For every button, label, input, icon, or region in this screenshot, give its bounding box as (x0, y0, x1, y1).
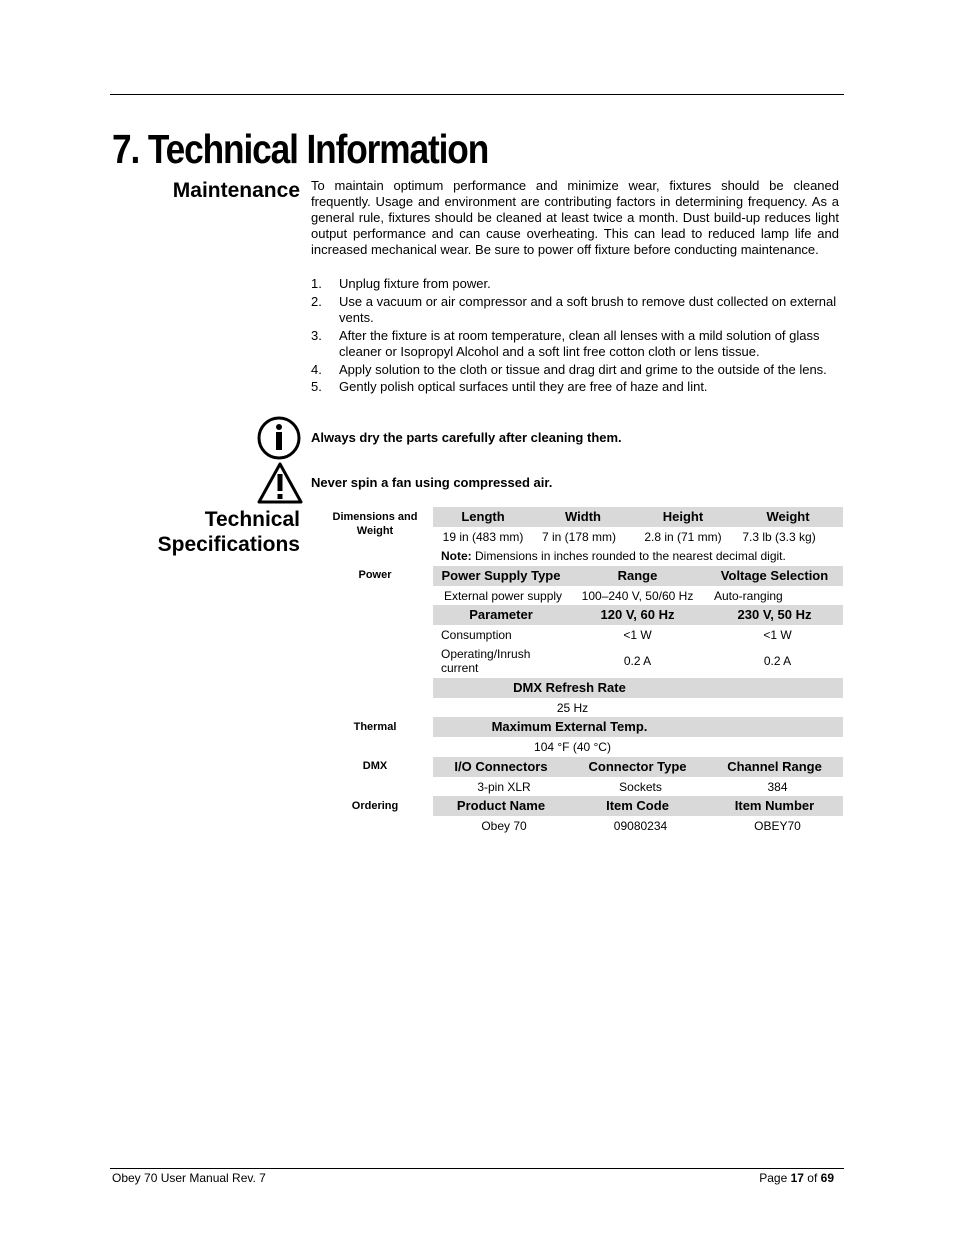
value-connector-type: Sockets (619, 780, 662, 794)
value-io-connectors: 3-pin XLR (477, 780, 531, 794)
footer-current-page: 17 (790, 1171, 804, 1185)
step-text: Use a vacuum or air compressor and a soft brush to remove dust collected on external vents. (339, 293, 837, 325)
step-text: Gently polish optical surfaces until they are free of haze and lint. (339, 379, 708, 394)
info-icon (256, 415, 302, 466)
row-consumption-230v: <1 W (763, 628, 792, 642)
footer-title: Obey 70 User Manual Rev. 7 (112, 1171, 266, 1185)
spec-label-ordering: Ordering (351, 800, 399, 812)
row-label-line: current (441, 661, 479, 675)
value-range: 100–240 V, 50/60 Hz (581, 589, 694, 603)
info-note: Always dry the parts carefully after cleaning them. (311, 430, 622, 445)
step-number: 1. (311, 276, 322, 291)
header-product-name: Product Name (456, 798, 546, 813)
step-number: 2. (311, 293, 322, 309)
bottom-rule (110, 1168, 844, 1169)
spec-label-power: Power (358, 569, 392, 581)
row-inrush-120v: 0.2 A (623, 654, 652, 668)
step-text: Unplug fixture from power. (339, 276, 491, 291)
spec-label-thermal: Thermal (353, 721, 397, 733)
value-max-external-temp: 104 °F (40 °C) (534, 740, 611, 754)
header-item-number: Item Number (734, 798, 815, 813)
footer-of: of (803, 1171, 821, 1185)
maintenance-intro: To maintain optimum performance and minimize wear, fixtures should be cleaned frequently. Usage and environment are contributing factors in determining frequency. As a general rule, fixtures should be cleaned at least twice a month. Dust build-up reduces light output performance and can cause overheating. This can lead to reduced lamp life and increased mechanical wear. Be sure to power off fixture before conducting maintenance. (311, 178, 839, 257)
specs-heading-line2: Specifications (157, 533, 300, 556)
list-item (311, 379, 839, 396)
page-title: 7. Technical Information (112, 126, 489, 172)
value-height: 2.8 in (71 mm) (644, 530, 722, 544)
header-230v: 230 V, 50 Hz (737, 607, 812, 622)
value-length: 19 in (483 mm) (442, 530, 524, 544)
footer-page-number (759, 1171, 834, 1185)
spec-label-dimensions (320, 510, 430, 538)
header-width: Width (565, 509, 601, 524)
note-label: Note: (441, 549, 472, 563)
value-width: 7 in (178 mm) (541, 530, 617, 544)
row-inrush-230v: 0.2 A (763, 654, 792, 668)
warning-icon (256, 461, 304, 510)
maintenance-heading: Maintenance (172, 179, 300, 202)
value-voltage-selection: Auto-ranging (714, 589, 783, 603)
maintenance-steps (311, 276, 839, 397)
header-height: Height (662, 509, 704, 524)
step-text: Apply solution to the cloth or tissue and drag dirt and grime to the outside of the lens. (339, 361, 827, 377)
step-number: 5. (311, 379, 322, 394)
header-dmx-refresh-rate: DMX Refresh Rate (513, 680, 626, 695)
header-connector-type: Connector Type (588, 759, 687, 774)
spec-label-line: Dimensions and (332, 511, 418, 523)
header-item-code: Item Code (606, 798, 669, 813)
row-consumption-label: Consumption (441, 628, 512, 642)
list-item (311, 362, 839, 379)
header-power-supply-type: Power Supply Type (441, 568, 561, 583)
header-max-external-temp: Maximum External Temp. (491, 719, 648, 734)
spec-label-line: Weight (356, 525, 394, 537)
header-length: Length (461, 509, 505, 524)
value-item-code: 09080234 (613, 819, 668, 833)
footer-page-prefix: Page (759, 1171, 791, 1185)
row-label-line: Operating/Inrush (441, 647, 531, 661)
specs-heading (158, 507, 300, 557)
header-voltage-selection: Voltage Selection (720, 568, 829, 583)
row-inrush-label (441, 647, 569, 675)
value-power-supply-type: External power supply (443, 589, 563, 603)
top-rule (110, 94, 844, 95)
list-item (311, 294, 839, 327)
list-item (311, 328, 839, 361)
header-weight: Weight (766, 509, 810, 524)
value-dmx-refresh-rate: 25 Hz (556, 701, 589, 715)
value-product-name: Obey 70 (481, 819, 527, 833)
value-channel-range: 384 (767, 780, 788, 794)
header-io-connectors: I/O Connectors (454, 759, 548, 774)
row-consumption-120v: <1 W (623, 628, 652, 642)
header-120v: 120 V, 60 Hz (600, 607, 675, 622)
step-number: 3. (311, 327, 322, 343)
footer-total-pages: 69 (820, 1171, 834, 1185)
warning-note: Never spin a fan using compressed air. (311, 475, 553, 490)
spec-label-dmx: DMX (362, 760, 388, 772)
step-number: 4. (311, 361, 322, 377)
list-item (311, 276, 839, 293)
dimensions-note (441, 549, 841, 563)
value-weight: 7.3 lb (3.3 kg) (742, 530, 816, 544)
step-text: After the fixture is at room temperature, clean all lenses with a mild solution of glass cleaner or Isopropyl Alcohol and a soft lint free cotton cloth or lens tissue. (339, 327, 820, 359)
header-range: Range (617, 568, 658, 583)
note-text: Dimensions in inches rounded to the nearest decimal digit. (471, 549, 786, 563)
header-parameter: Parameter (469, 607, 533, 622)
header-channel-range: Channel Range (727, 759, 822, 774)
value-item-number: OBEY70 (754, 819, 801, 833)
specs-heading-line1: Technical (204, 508, 300, 531)
